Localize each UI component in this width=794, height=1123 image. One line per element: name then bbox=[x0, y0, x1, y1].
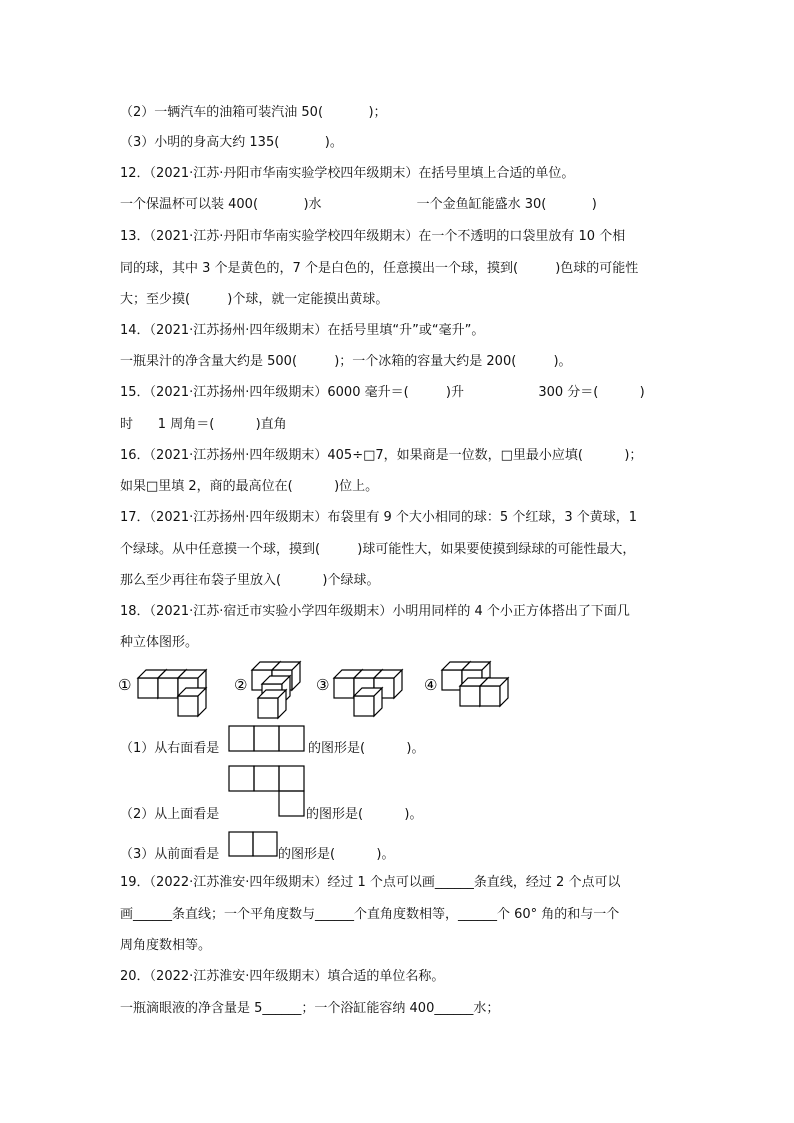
text-line-2: （3）小明的身高大约 135( )。 bbox=[120, 135, 343, 150]
text-line-17: 18．（2021·江苏·宿迁市实验小学四年级期末）小明用同样的 4 个小正方体搭出了下面几 bbox=[120, 604, 630, 619]
view-2-after: 的图形是( )。 bbox=[306, 807, 423, 822]
view-1-before: （1）从右面看是 bbox=[120, 741, 220, 756]
view-3-after: 的图形是( )。 bbox=[278, 847, 395, 862]
text-line-6: 同的球，其中 3 个是黄色的，7 个是白色的，任意摸出一个球，摸到( )色球的可能性 bbox=[120, 261, 639, 276]
text-line-23: 一瓶滴眼液的净含量是 5______；一个浴缸能容纳 400______水； bbox=[120, 1001, 500, 1016]
text-line-9: 一瓶果汁的净含量大约是 500( )；一个冰箱的容量大约是 200( )。 bbox=[120, 354, 572, 369]
text-line-10: 15．（2021·江苏扬州·四年级期末）6000 毫升＝( )升 300 分＝( ) bbox=[120, 385, 645, 400]
text-line-7: 大；至少摸( )个球，就一定能摸出黄球。 bbox=[120, 292, 389, 307]
figure-label-3: ③ bbox=[316, 676, 330, 694]
text-line-13: 如果□里填 2，商的最高位在( )位上。 bbox=[120, 479, 379, 494]
figure-2 bbox=[252, 662, 300, 718]
text-line-1: （2）一辆汽车的油箱可装汽油 50( )； bbox=[120, 105, 387, 120]
figure-label-4: ④ bbox=[424, 676, 438, 694]
text-line-20: 画______条直线；一个平角度数与______个直角度数相等，______个 60° 角的和与一个 bbox=[120, 907, 620, 922]
text-line-21: 周角度数相等。 bbox=[120, 938, 212, 953]
text-line-11: 时 1 周角＝( )直角 bbox=[120, 417, 287, 432]
cube-figures bbox=[118, 660, 538, 720]
figure-3 bbox=[334, 670, 402, 716]
text-line-22: 20．（2022·江苏淮安·四年级期末）填合适的单位名称。 bbox=[120, 969, 445, 984]
text-line-3: 12．（2021·江苏·丹阳市华南实验学校四年级期末）在括号里填上合适的单位。 bbox=[120, 166, 575, 181]
view-2-before: （2）从上面看是 bbox=[120, 807, 220, 822]
text-line-15: 个绿球。从中任意摸一个球，摸到( )球可能性大，如果要使摸到绿球的可能性最大， bbox=[120, 542, 636, 557]
figure-4 bbox=[442, 662, 508, 706]
figure-label-1: ① bbox=[118, 676, 132, 694]
view-3-before: （3）从前面看是 bbox=[120, 847, 220, 862]
text-line-14: 17．（2021·江苏扬州·四年级期末）布袋里有 9 个大小相同的球：5 个红球，3 个黄球，1 bbox=[120, 510, 638, 525]
text-line-18: 种立体图形。 bbox=[120, 635, 199, 650]
text-line-12: 16．（2021·江苏扬州·四年级期末）405÷□7，如果商是一位数，□里最小应填( )； bbox=[120, 448, 643, 463]
view-2-shape bbox=[228, 765, 308, 821]
text-line-16: 那么至少再往布袋子里放入( )个绿球。 bbox=[120, 573, 380, 588]
figure-label-2: ② bbox=[234, 676, 248, 694]
view-1-after: 的图形是( )。 bbox=[308, 741, 425, 756]
text-line-8: 14．（2021·江苏扬州·四年级期末）在括号里填“升”或“毫升”。 bbox=[120, 323, 485, 338]
text-line-5: 13．（2021·江苏·丹阳市华南实验学校四年级期末）在一个不透明的口袋里放有 10 个相 bbox=[120, 229, 626, 244]
text-line-4: 一个保温杯可以装 400( )水 一个金鱼缸能盛水 30( ) bbox=[120, 197, 597, 212]
view-1-shape bbox=[228, 725, 308, 753]
text-line-19: 19．（2022·江苏淮安·四年级期末）经过 1 个点可以画______条直线，经过 2 个点可以 bbox=[120, 875, 621, 890]
view-3-shape bbox=[228, 831, 282, 859]
figure-1 bbox=[138, 670, 206, 716]
